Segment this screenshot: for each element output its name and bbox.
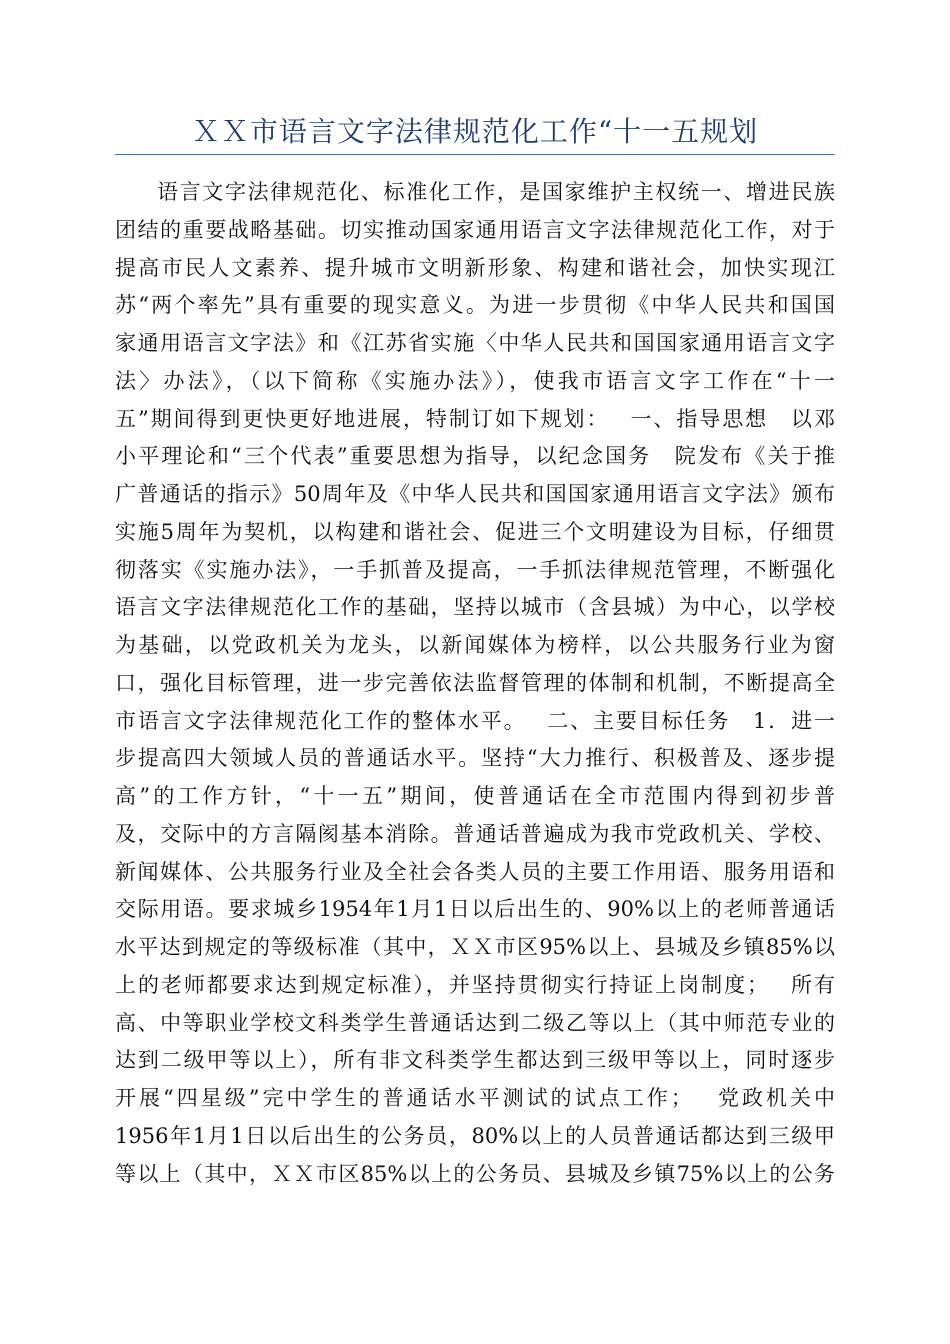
body-line: 为基础，以党政机关为龙头，以新闻媒体为榜样，以公共服务行业为窗: [115, 633, 835, 657]
body-line: 家通用语言文字法》和《江苏省实施〈中华人民共和国国家通用语言文字: [115, 331, 835, 355]
body-line: 法〉办法》，（以下简称《实施办法》），使我市语言文字工作在“十一: [115, 368, 835, 393]
body-line: 小平理论和“三个代表”重要思想为指导，以纪念国务 院发布《关于推: [115, 444, 835, 469]
body-line: 1956年1月1日以后出生的公务员，80%以上的人员普通话都达到三级甲: [115, 1123, 835, 1148]
body-line: 语言文字法律规范化工作的基础，坚持以城市（含县城）为中心，以学校: [115, 595, 835, 620]
body-line: 高”的工作方针，“十一五”期间，使普通话在全市范围内得到初步普: [115, 784, 835, 808]
document-body: [115, 174, 835, 1193]
body-line: 提高市民人文素养、提升城市文明新形象、构建和谐社会，加快实现江: [115, 255, 835, 280]
body-line: 及，交际中的方言隔阂基本消除。普通话普遍成为我市党政机关、学校、: [115, 821, 835, 846]
body-line: 水平达到规定的等级标准（其中，ＸＸ市区95%以上、县城及乡镇85%以: [115, 935, 835, 959]
document-title: ＸＸ市语言文字法律规范化工作“十一五规划: [191, 115, 759, 148]
title-underline: [115, 154, 835, 155]
body-line: 市语言文字法律规范化工作的整体水平。 二、主要目标任务 1．进一: [115, 708, 835, 733]
body-line: 高、中等职业学校文科类学生普通话达到二级乙等以上（其中师范专业的: [115, 1010, 835, 1035]
body-line: 步提高四大领域人员的普通话水平。坚持“大力推行、积极普及、逐步提: [115, 746, 835, 771]
body-line: 达到二级甲等以上），所有非文科类学生都达到三级甲等以上，同时逐步: [115, 1048, 835, 1073]
body-line: 新闻媒体、公共服务行业及全社会各类人员的主要工作用语、服务用语和: [115, 859, 835, 884]
body-line: 五”期间得到更快更好地进展，特制订如下规划： 一、指导思想 以邓: [115, 406, 835, 431]
body-line: 上的老师都要求达到规定标准），并坚持贯彻实行持证上岗制度； 所有: [115, 972, 835, 997]
body-line: 彻落实《实施办法》，一手抓普及提高，一手抓法律规范管理，不断强化: [115, 557, 835, 582]
body-line: 等以上（其中，ＸＸ市区85%以上的公务员、县城及乡镇75%以上的公务: [115, 1161, 835, 1186]
body-line: 语言文字法律规范化、标准化工作，是国家维护主权统一、增进民族: [157, 180, 835, 204]
body-line: 口，强化目标管理，进一步完善依法监督管理的体制和机制，不断提高全: [115, 670, 835, 695]
body-line: 团结的重要战略基础。切实推动国家通用语言文字法律规范化工作，对于: [115, 217, 835, 242]
body-line: 开展“四星级”完中学生的普通话水平测试的试点工作； 党政机关中: [115, 1086, 835, 1110]
body-line: 苏“两个率先”具有重要的现实意义。为进一步贯彻《中华人民共和国国: [115, 293, 835, 318]
body-line: 实施5周年为契机，以构建和谐社会、促进三个文明建设为目标，仔细贯: [115, 519, 835, 544]
body-line: 交际用语。要求城乡1954年1月1日以后出生的、90%以上的老师普通话: [115, 897, 835, 922]
body-line: 广普通话的指示》50周年及《中华人民共和国国家通用语言文字法》颁布: [115, 482, 835, 506]
